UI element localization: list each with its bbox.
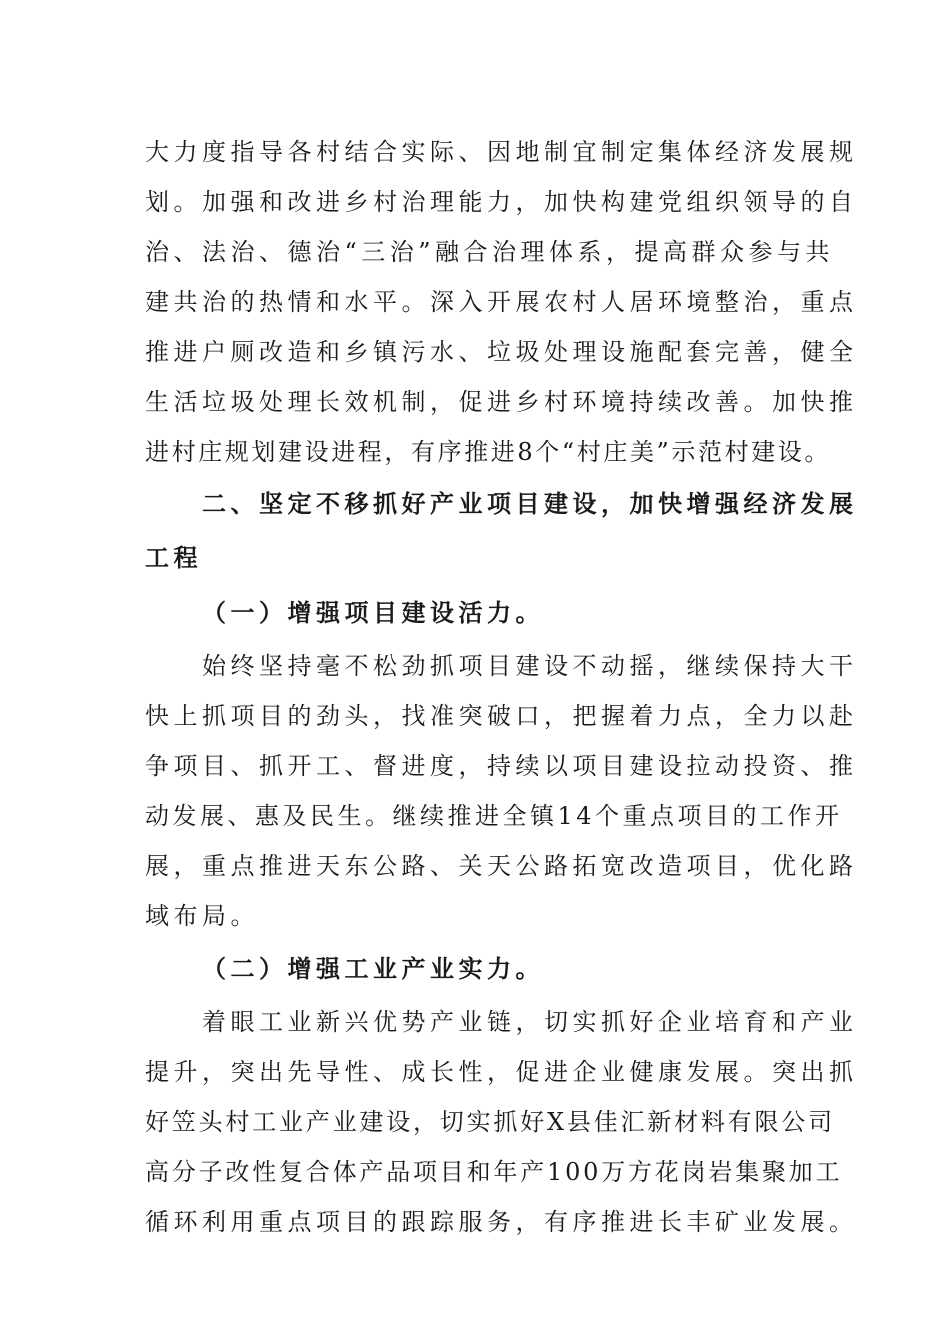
text-line: 争项目、抓开工、督进度，持续以项目建设拉动投资、推: [145, 752, 858, 780]
section-heading-line: 工程: [145, 543, 202, 572]
text-line: 提升，突出先导性、成长性，促进企业健康发展。突出抓: [145, 1058, 858, 1086]
text-line: 循环利用重点项目的跟踪服务，有序推进长丰矿业发展。: [145, 1208, 858, 1236]
text-line: 大力度指导各村结合实际、因地制宜制定集体经济发展规: [145, 138, 858, 166]
text-line: 着眼工业新兴优势产业链，切实抓好企业培育和产业: [202, 1008, 858, 1036]
text-line: 展，重点推进天东公路、关天公路拓宽改造项目，优化路: [145, 852, 858, 880]
text-line: 建共治的热情和水平。深入开展农村人居环境整治，重点: [145, 288, 858, 316]
text-line: 治、法治、德治“三治”融合治理体系，提高群众参与共: [145, 238, 835, 266]
text-line: 划。加强和改进乡村治理能力，加快构建党组织领导的自: [145, 188, 858, 216]
text-line: 始终坚持毫不松劲抓项目建设不动摇，继续保持大干: [202, 652, 858, 680]
subsection-project-vitality: [145, 585, 858, 941]
text-line: 推进户厕改造和乡镇污水、垃圾处理设施配套完善，健全: [145, 338, 858, 366]
text-line: 动发展、惠及民生。继续推进全镇14个重点项目的工作开: [145, 802, 843, 830]
text-line: 生活垃圾处理长效机制，促进乡村环境持续改善。加快推: [145, 388, 858, 416]
text-line: 好笠头村工业产业建设，切实抓好X县佳汇新材料有限公司: [145, 1108, 835, 1136]
section-heading-line: 二、坚定不移抓好产业项目建设，加快增强经济发展: [202, 489, 858, 518]
subsection-title: （一）增强项目建设活力。: [202, 598, 544, 627]
paragraph-rural-governance: [145, 127, 858, 477]
text-line: 快上抓项目的劲头，找准突破口，把握着力点，全力以赴: [145, 702, 858, 730]
text-line: 高分子改性复合体产品项目和年产100万方花岗岩集聚加工: [145, 1158, 843, 1186]
subsection-industrial-strength: [145, 941, 858, 1247]
section-heading-industry-projects: [145, 477, 858, 585]
subsection-title: （二）增强工业产业实力。: [202, 954, 544, 983]
text-line: 域布局。: [145, 902, 259, 930]
text-line: 进村庄规划建设进程，有序推进8个“村庄美”示范村建设。: [145, 438, 832, 466]
document-page: [145, 127, 858, 1247]
